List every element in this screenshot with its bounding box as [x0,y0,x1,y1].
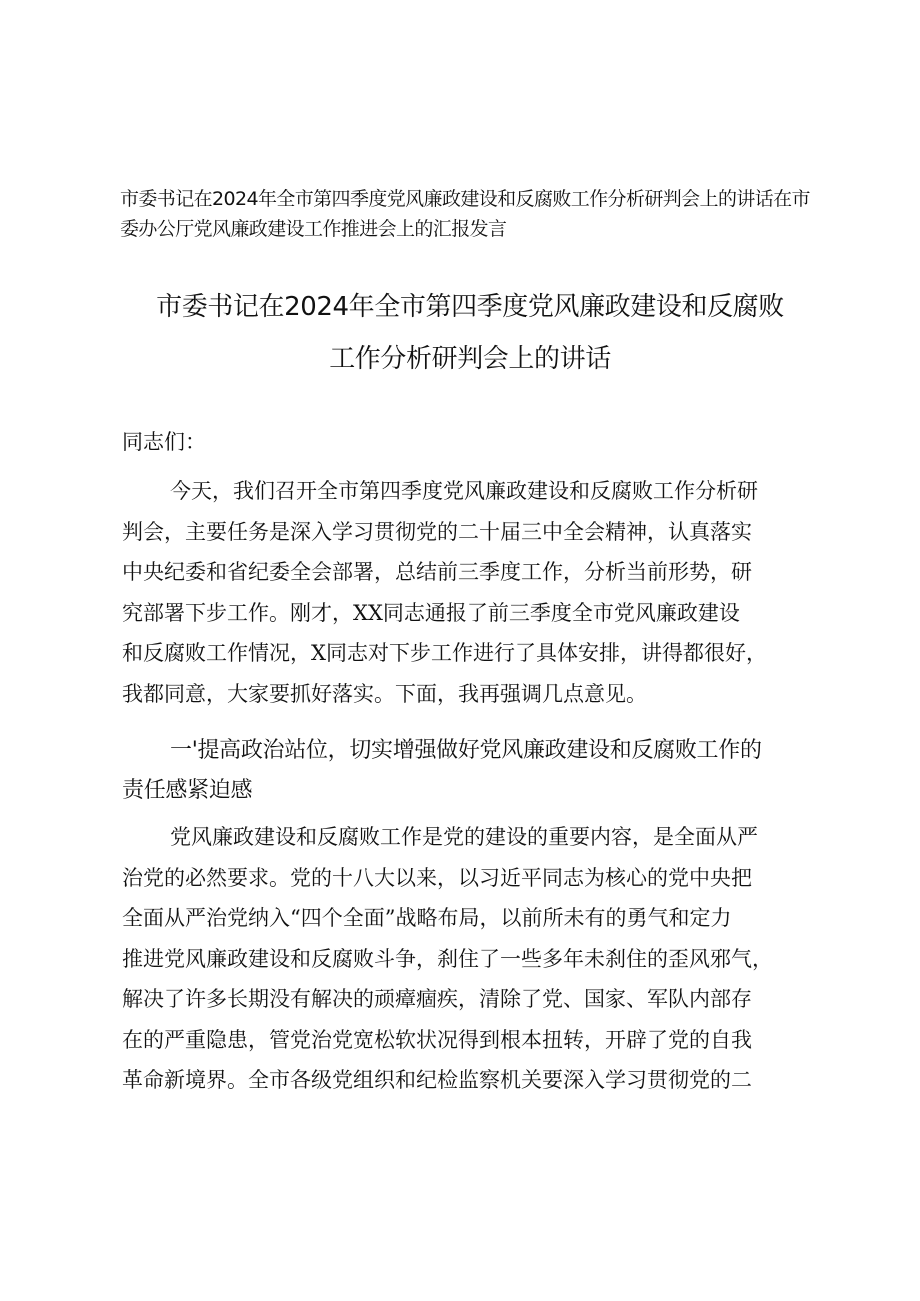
paragraph-line: 革命新境界。全市各级党组织和纪检监察机关要深入学习贯彻党的二 [122,1068,752,1092]
salutation: 同志们： [122,430,206,454]
paragraph-line: 治党的必然要求。党的十八大以来，以习近平同志为核心的党中央把 [122,865,752,890]
paragraph-opening [122,471,802,714]
paragraph-line: 推进党风廉政建设和反腐败斗争，刹住了一些多年未刹住的歪风邪气， [122,946,773,971]
paragraph-line: 今天，我们召开全市第四季度党风廉政建设和反腐败工作分析研 [170,479,758,503]
paragraph-line: 党风廉政建设和反腐败工作是党的建设的重要内容，是全面从严 [170,825,758,849]
paragraph-line: 究部署下步工作。刚才，XX同志通报了前三季度全市党风廉政建设 [122,600,740,625]
header-line: 市委书记在2024年全市第四季度党风廉政建设和反腐败工作分析研判会上的讲话在市 [120,188,810,210]
header-line: 委办公厅党风廉政建设工作推进会上的汇报发言 [120,218,507,240]
main-title-line: 市委书记在2024年全市第四季度党风廉政建设和反腐败 [156,292,784,322]
paragraph-section-1 [122,817,802,1101]
paragraph-line: 我都同意，大家要抓好落实。下面，我再强调几点意见。 [122,681,647,706]
section-heading-line: 责任感紧迫感 [122,778,253,803]
paragraph-line: 全面从严治党纳入“四个全面”战略布局，以前所未有的勇气和定力 [122,906,732,930]
document-header [120,184,840,244]
section-heading-line: 一'提高政治站位，切实增强做好党风廉政建设和反腐败工作的 [170,738,762,763]
paragraph-line: 在的严重隐患，管党治党宽松软状况得到根本扭转，开辟了党的自我 [122,1027,752,1052]
main-title-line: 工作分析研判会上的讲话 [329,344,611,374]
paragraph-line: 判会，主要任务是深入学习贯彻党的二十届三中全会精神，认真落实 [122,519,752,544]
paragraph-line: 中央纪委和省纪委全会部署，总结前三季度工作，分析当前形势，研 [122,560,752,584]
section-heading-1 [122,731,822,811]
main-title [110,281,830,385]
paragraph-line: 和反腐败工作情况，X同志对下步工作进行了具体安排，讲得都很好， [122,641,767,665]
paragraph-line: 解决了许多长期没有解决的顽瘴痼疾，清除了党、国家、军队内部存 [122,987,752,1011]
